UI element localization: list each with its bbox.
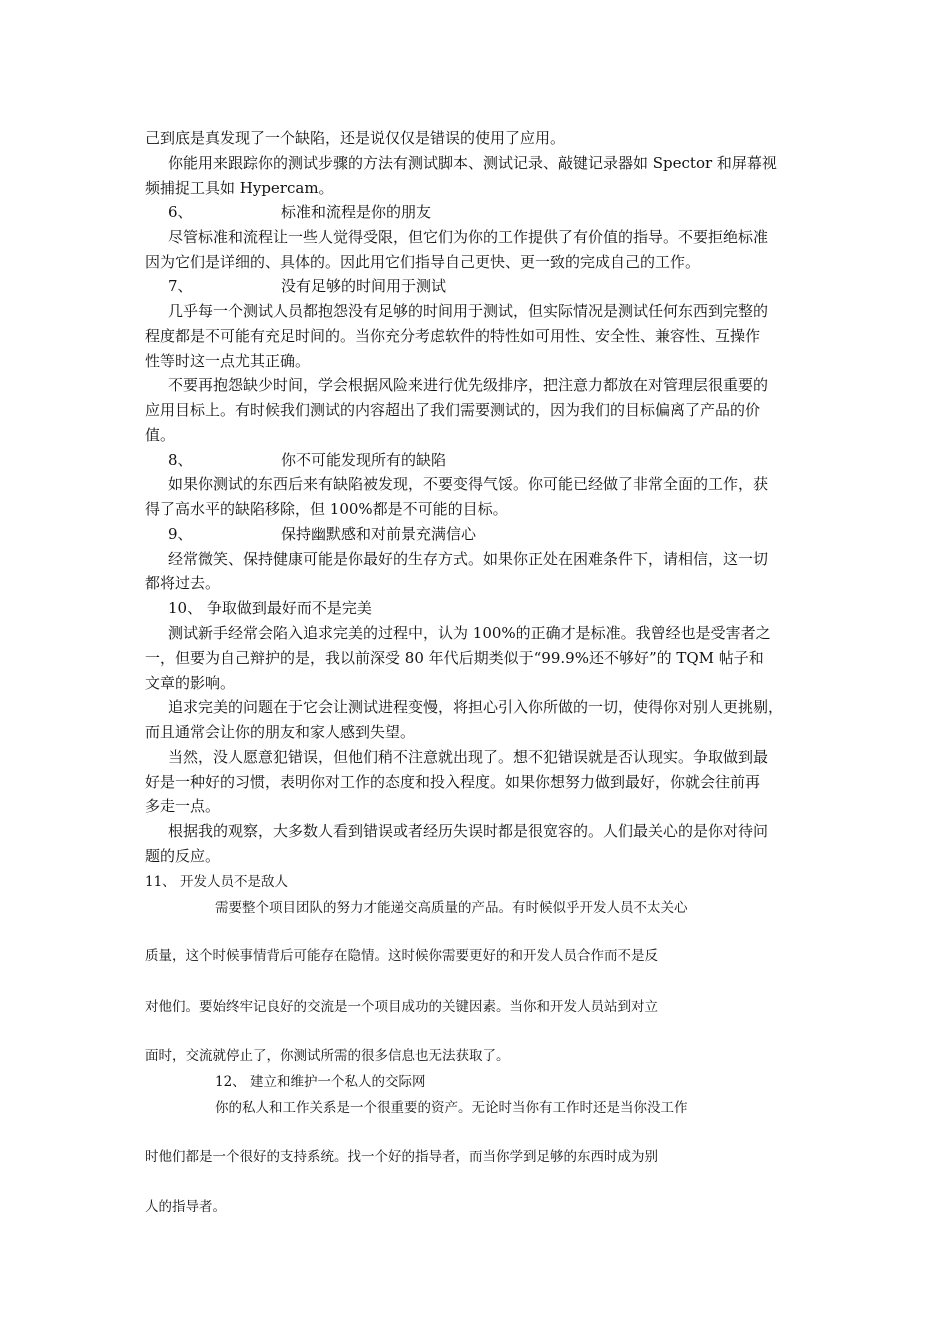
paragraph-line: 都将过去。 [145,574,221,592]
paragraph-line: 好是一种好的习惯，表明你对工作的态度和投入程度。如果你想努力做到最好，你就会往前再 [145,773,761,791]
paragraph-line: 面时，交流就停止了，你测试所需的很多信息也无法获取了。 [145,1048,510,1064]
paragraph-line: 尽管标准和流程让一些人觉得受限，但它们为你的工作提供了有价值的指导。不要拒绝标准 [168,228,769,246]
section-heading: 你不可能发现所有的缺陷 [281,451,447,469]
paragraph-line: 一，但要为自己辩护的是，我以前深受 80 年代后期类似于“99.9%还不够好”的 TQM 帖子和 [145,649,764,667]
paragraph-line: 需要整个项目团队的努力才能递交高质量的产品。有时候似乎开发人员不太关心 [215,900,688,916]
section-number: 6、 [168,203,193,221]
paragraph-line: 追求完美的问题在于它会让测试进程变慢，将担心引入你所做的一切，使得你对别人更挑剔， [168,698,784,716]
paragraph-line: 测试新手经常会陷入追求完美的过程中，认为 100%的正确才是标准。我曾经也是受害者之 [168,624,771,642]
paragraph-line: 己到底是真发现了一个缺陷，还是说仅仅是错误的使用了应用。 [145,129,566,147]
section-heading: 10、 争取做到最好而不是完美 [168,599,372,617]
section-number: 8、 [168,451,193,469]
paragraph-line: 得了高水平的缺陷移除，但 100%都是不可能的目标。 [145,500,508,518]
paragraph-line: 频捕捉工具如 Hypercam。 [145,179,334,197]
paragraph-line: 多走一点。 [145,797,221,815]
paragraph-line: 经常微笑、保持健康可能是你最好的生存方式。如果你正处在困难条件下，请相信，这一切 [168,550,769,568]
paragraph-line: 题的反应。 [145,847,221,865]
paragraph-line: 你能用来跟踪你的测试步骤的方法有测试脚本、测试记录、敲键记录器如 Spector 和屏幕视 [168,154,777,172]
paragraph-line: 而且通常会让你的朋友和家人感到失望。 [145,723,416,741]
paragraph-line: 不要再抱怨缺少时间，学会根据风险来进行优先级排序，把注意力都放在对管理层很重要的 [168,376,769,394]
section-heading: 保持幽默感和对前景充满信心 [281,525,477,543]
paragraph-line: 因为它们是详细的、具体的。因此用它们指导自己更快、更一致的完成自己的工作。 [145,253,701,271]
paragraph-line: 根据我的观察，大多数人看到错误或者经历失误时都是很宽容的。人们最关心的是你对待问 [168,822,769,840]
section-heading: 12、 建立和维护一个私人的交际网 [215,1074,426,1090]
section-number: 7、 [168,277,193,295]
section-heading: 11、 开发人员不是敌人 [145,874,288,890]
paragraph-line: 文章的影响。 [145,674,236,692]
paragraph-line: 时他们都是一个很好的支持系统。找一个好的指导者，而当你学到足够的东西时成为别 [145,1149,658,1165]
paragraph-line: 你的私人和工作关系是一个很重要的资产。无论时当你有工作时还是当你没工作 [215,1100,688,1116]
section-number: 9、 [168,525,193,543]
paragraph-line: 程度都是不可能有充足时间的。当你充分考虑软件的特性如可用性、安全性、兼容性、互操作 [145,327,761,345]
paragraph-line: 性等时这一点尤其正确。 [145,352,311,370]
paragraph-line: 人的指导者。 [145,1199,226,1215]
paragraph-line: 对他们。要始终牢记良好的交流是一个项目成功的关键因素。当你和开发人员站到对立 [145,999,658,1015]
section-heading: 没有足够的时间用于测试 [281,277,447,295]
paragraph-line: 如果你测试的东西后来有缺陷被发现，不要变得气馁。你可能已经做了非常全面的工作，获 [168,475,769,493]
section-heading: 标准和流程是你的朋友 [281,203,432,221]
paragraph-line: 应用目标上。有时候我们测试的内容超出了我们需要测试的，因为我们的目标偏离了产品的价 [145,401,761,419]
paragraph-line: 几乎每一个测试人员都抱怨没有足够的时间用于测试，但实际情况是测试任何东西到完整的 [168,302,769,320]
paragraph-line: 当然，没人愿意犯错误，但他们稍不注意就出现了。想不犯错误就是否认现实。争取做到最 [168,748,769,766]
paragraph-line: 质量，这个时候事情背后可能存在隐情。这时候你需要更好的和开发人员合作而不是反 [145,948,658,964]
paragraph-line: 值。 [145,426,176,444]
